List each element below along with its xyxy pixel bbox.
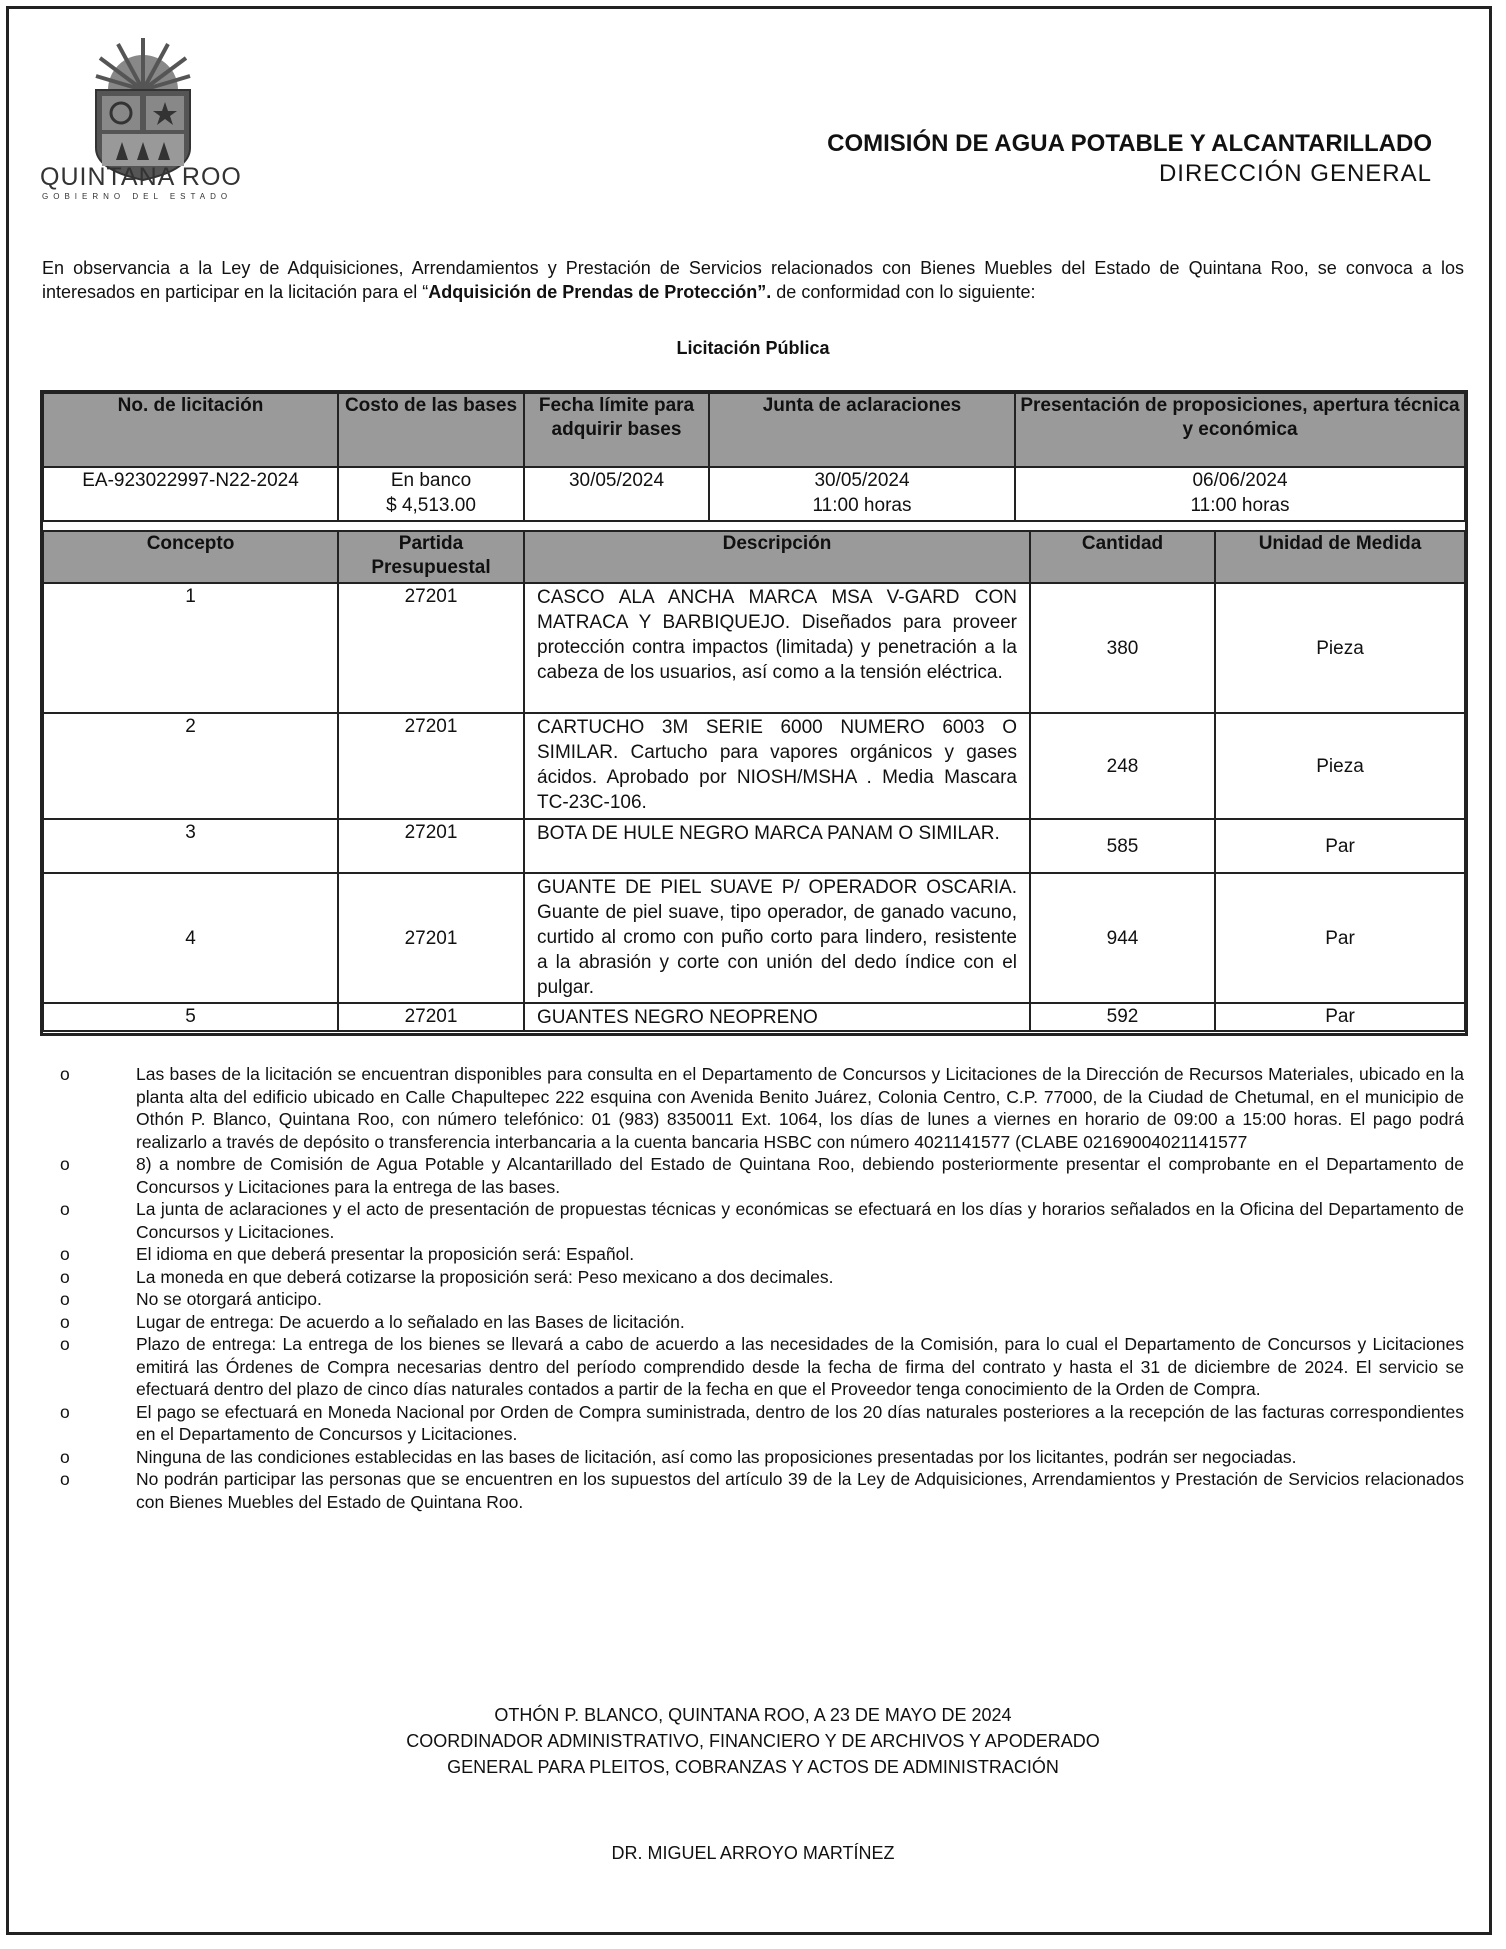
intro-text-before: En observancia a la Ley de Adquisiciones, Arrendamientos y Prestación de Servicios relacionados con Bienes Muebles del Estado de Quintana Roo, se convoca a los interesados en participar en la licitación para el “	[42, 258, 1464, 302]
table-row	[43, 819, 1465, 873]
intro-paragraph	[42, 256, 1464, 304]
item-concepto: 1	[43, 583, 338, 713]
items-table	[42, 530, 1466, 1032]
item-cantidad: 585	[1030, 819, 1215, 873]
state-name: QUINTANA ROO	[40, 163, 242, 191]
item-descripcion: GUANTES NEGRO NEOPRENO	[524, 1003, 1030, 1031]
item-cantidad: 944	[1030, 873, 1215, 1003]
table-row	[43, 583, 1465, 713]
list-item	[42, 1468, 1464, 1513]
item-descripcion: GUANTE DE PIEL SUAVE P/ OPERADOR OSCARIA. Guante de piel suave, tipo operador, de ganado vacuno, curtido al cromo con puño corto para lindero, resistente a la abrasión y corte con unión del dedo índice con el pulgar.	[524, 873, 1030, 1003]
header-presentacion: Presentación de proposiciones, apertura técnica y económica	[1015, 393, 1465, 467]
list-item-text: El idioma en que deberá presentar la proposición será: Español.	[136, 1244, 635, 1264]
item-descripcion: CARTUCHO 3M SERIE 6000 NUMERO 6003 O SIMILAR. Cartucho para vapores orgánicos y gases ácidos. Aprobado por NIOSH/MSHA . Media Mascara TC-23C-106.	[524, 713, 1030, 819]
item-unidad: Par	[1215, 819, 1465, 873]
bullet-marker: o	[60, 1469, 70, 1489]
list-item-text: Las bases de la licitación se encuentran disponibles para consulta en el Departamento de Concursos y Licitaciones de la Dirección de Recursos Materiales, ubicado en la planta alta del edificio ubicado en Calle Chapultepec 222 esquina con Avenida Benito Juárez, Colonia Centro, C.P. 77000, de la Ciudad de Chetumal, en el municipio de Othón P. Blanco, Quintana Roo, con número telefónico: 01 (983) 8350011 Ext. 1064, los días de lunes a viernes en horario de 09:00 a 15:00 horas. El pago podrá realizarlo a través de depósito o transferencia interbancaria a la cuenta bancaria HSBC con número 4021141577 (CLABE 02169004021141577	[136, 1064, 1464, 1152]
table-row	[43, 713, 1465, 819]
item-descripcion: BOTA DE HULE NEGRO MARCA PANAM O SIMILAR.	[524, 819, 1030, 873]
bullet-marker: o	[60, 1244, 70, 1264]
bid-presentation-time: 11:00 horas	[1190, 495, 1290, 516]
header-partida: Partida Presupuestal	[338, 531, 524, 583]
items-header-row	[43, 531, 1465, 583]
item-partida: 27201	[338, 713, 524, 819]
header-numero: No. de licitación	[43, 393, 338, 467]
item-cantidad: 248	[1030, 713, 1215, 819]
signature-place-date: OTHÓN P. BLANCO, QUINTANA ROO, A 23 DE MAYO DE 2024	[494, 1705, 1012, 1725]
bid-info-row	[43, 467, 1465, 521]
header-junta: Junta de aclaraciones	[709, 393, 1015, 467]
bid-cost	[338, 467, 524, 521]
bullet-marker: o	[60, 1334, 70, 1354]
bid-deadline: 30/05/2024	[524, 467, 709, 521]
list-item-text: No podrán participar las personas que se encuentren en los supuestos del artículo 39 de la Ley de Adquisiciones, Arrendamientos y Prestación de Servicios relacionados con Bienes Muebles del Estado de Quintana Roo.	[136, 1469, 1464, 1512]
bullet-marker: o	[60, 1446, 70, 1467]
list-item	[42, 1333, 1464, 1401]
intro-bold-title: Adquisición de Prendas de Protección”.	[428, 282, 772, 302]
list-item-text: Ninguna de las condiciones establecidas en las bases de licitación, así como las proposiciones presentadas por los licitantes, podrán ser negociadas.	[136, 1446, 1297, 1467]
item-unidad: Pieza	[1215, 583, 1465, 713]
table-row	[43, 873, 1465, 1003]
organization-division: DIRECCIÓN GENERAL	[1158, 160, 1432, 187]
signatory-name: DR. MIGUEL ARROYO MARTÍNEZ	[611, 1843, 895, 1863]
list-item-text: 8) a nombre de Comisión de Agua Potable y Alcantarillado del Estado de Quintana Roo, debiendo posteriormente presentar el comprobante en el Departamento de Concursos y Licitaciones para la entrega de las bases.	[136, 1154, 1464, 1197]
bid-cost-line1: En banco	[390, 470, 472, 491]
list-item-text: Plazo de entrega: La entrega de los bienes se llevará a cabo de acuerdo a las necesidades de la Comisión, para lo cual el Departamento de Concursos y Licitaciones emitirá las Órdenes de Compra necesarias dentro del período comprendido desde la fecha de firma del contrato y hasta el 31 de diciembre de 2024. El servicio se efectuará dentro del plazo de cinco días naturales contados a partir de la fecha en que el Proveedor tenga conocimiento de la Orden de Compra.	[136, 1334, 1464, 1399]
bid-presentation	[1015, 467, 1465, 521]
conditions-list	[42, 1063, 1464, 1513]
item-partida: 27201	[338, 819, 524, 873]
item-unidad: Pieza	[1215, 713, 1465, 819]
intro-text-after: de conformidad con lo siguiente:	[771, 282, 1036, 302]
bid-meeting	[709, 467, 1015, 521]
list-item	[42, 1243, 1464, 1266]
signature-role-line2: GENERAL PARA PLEITOS, COBRANZAS Y ACTOS DE ADMINISTRACIÓN	[447, 1757, 1059, 1777]
section-title: Licitación Pública	[676, 338, 830, 358]
header-fecha-limite: Fecha límite para adquirir bases	[524, 393, 709, 467]
item-cantidad: 592	[1030, 1003, 1215, 1031]
bid-info-table	[42, 392, 1466, 522]
list-item	[42, 1288, 1464, 1311]
list-item	[42, 1401, 1464, 1446]
list-item-text: Lugar de entrega: De acuerdo a lo señalado en las Bases de licitación.	[136, 1311, 685, 1332]
item-concepto: 5	[43, 1003, 338, 1031]
item-partida: 27201	[338, 583, 524, 713]
bullet-marker: o	[60, 1266, 70, 1287]
list-item	[42, 1266, 1464, 1289]
list-item	[42, 1311, 1464, 1334]
header-concepto: Concepto	[43, 531, 338, 583]
header-costo: Costo de las bases	[338, 393, 524, 467]
list-item	[42, 1063, 1464, 1153]
organization-header	[827, 130, 1432, 188]
item-concepto: 2	[43, 713, 338, 819]
bid-number: EA-923022997-N22-2024	[43, 467, 338, 521]
table-row	[43, 1003, 1465, 1031]
bullet-marker: o	[60, 1064, 70, 1084]
bid-meeting-date: 30/05/2024	[814, 470, 910, 491]
bullet-marker: o	[60, 1401, 70, 1422]
list-item-text: La moneda en que deberá cotizarse la proposición será: Peso mexicano a dos decimales.	[136, 1266, 834, 1287]
item-descripcion: CASCO ALA ANCHA MARCA MSA V-GARD CON MATRACA Y BARBIQUEJO. Diseñados para proveer protección contra impactos (limitada) y penetración a la cabeza de los usuarios, así como a la tensión eléctrica.	[524, 583, 1030, 713]
state-subtitle: GOBIERNO DEL ESTADO	[42, 192, 233, 201]
item-partida: 27201	[338, 1003, 524, 1031]
list-item	[42, 1153, 1464, 1198]
item-cantidad: 380	[1030, 583, 1215, 713]
item-unidad: Par	[1215, 1003, 1465, 1031]
bid-cost-line2: $ 4,513.00	[386, 495, 476, 516]
bullet-marker: o	[60, 1199, 70, 1219]
bid-presentation-date: 06/06/2024	[1192, 470, 1288, 491]
bullet-marker: o	[60, 1154, 70, 1174]
list-item	[42, 1446, 1464, 1469]
bid-meeting-time: 11:00 horas	[812, 495, 912, 516]
item-unidad: Par	[1215, 873, 1465, 1003]
signature-block	[0, 1702, 1506, 1780]
list-item	[42, 1198, 1464, 1243]
list-item-text: No se otorgará anticipo.	[136, 1289, 322, 1309]
signature-role-line1: COORDINADOR ADMINISTRATIVO, FINANCIERO Y DE ARCHIVOS Y APODERADO	[406, 1731, 1100, 1751]
list-item-text: La junta de aclaraciones y el acto de presentación de propuestas técnicas y económicas se efectuará en los días y horarios señalados en la Oficina del Departamento de Concursos y Licitaciones.	[136, 1199, 1464, 1242]
bid-info-header-row	[43, 393, 1465, 467]
item-concepto: 3	[43, 819, 338, 873]
item-partida: 27201	[338, 873, 524, 1003]
header-unidad: Unidad de Medida	[1215, 531, 1465, 583]
bullet-marker: o	[60, 1311, 70, 1332]
list-item-text: El pago se efectuará en Moneda Nacional por Orden de Compra suministrada, dentro de los 20 días naturales posteriores a la recepción de las facturas correspondientes en el Departamento de Concursos y Licitaciones.	[136, 1401, 1464, 1444]
bullet-marker: o	[60, 1289, 70, 1309]
header-cantidad: Cantidad	[1030, 531, 1215, 583]
item-concepto: 4	[43, 873, 338, 1003]
header-descripcion: Descripción	[524, 531, 1030, 583]
organization-name: COMISIÓN DE AGUA POTABLE Y ALCANTARILLADO	[827, 130, 1432, 157]
